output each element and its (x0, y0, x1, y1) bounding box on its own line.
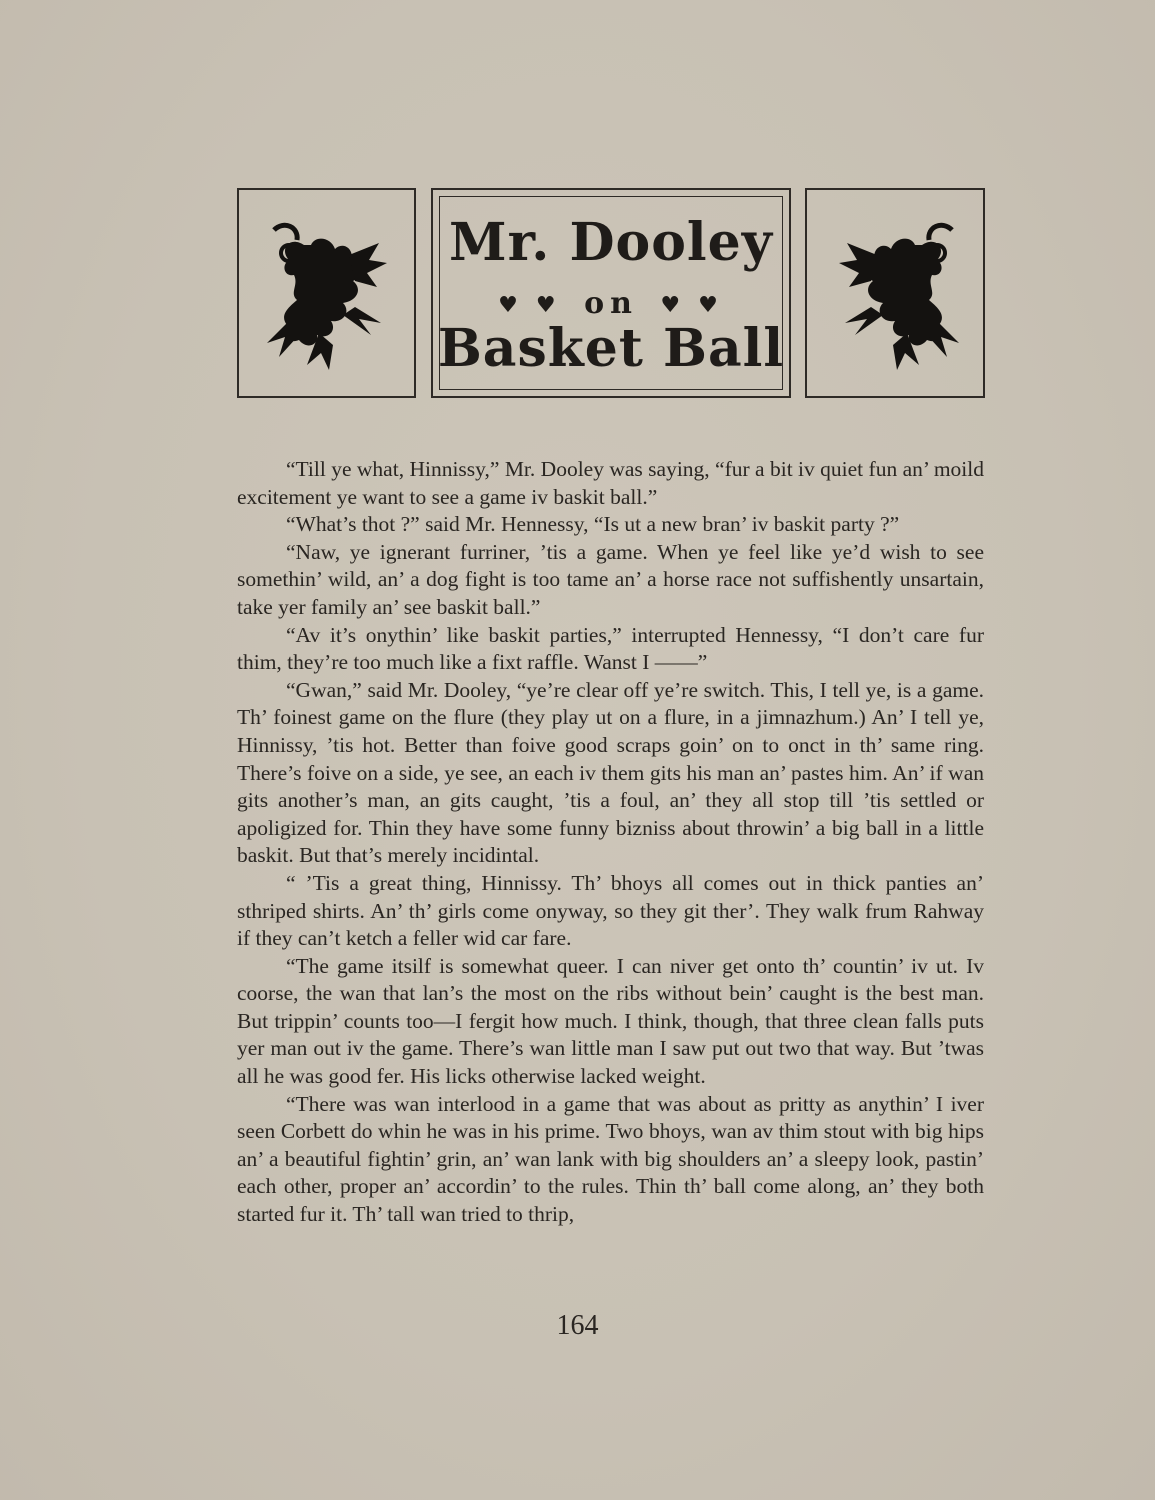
paragraph: “The game itsilf is somewhat queer. I can niver get onto th’ countin’ iv ut. Iv coorse, the wan that lan’s the most on the ribs without bein’ caught is the best man. But trippin’ counts too—I fergit how much. I think, though, that three clean falls puts yer man out iv the game. There’s wan little man I saw put out two that way. But ’twas all he was good fer. His licks otherwise lacked weight. (237, 953, 984, 1089)
title-line-2 (433, 286, 789, 321)
heart-ornament-icon: ♥ (535, 292, 562, 318)
paragraph: “Gwan,” said Mr. Dooley, “ye’re clear off ye’re switch. This, I tell ye, is a game. Th’ foinest game on the flure (they play ut on a flure, in a jimnazhum.) An’ I tell ye, Hinnissy, ’tis hot. Better than foive good scraps goin’ on to onct in th’ same ring. There’s foive on a side, ye see, an each iv them gits his man an’ pastes him. An’ if wan gits another’s man, an gits caught, ’tis a foul, an’ they all stop till ’tis settled or apoligized for. Thin they have some funny bizniss about throwin’ a big ball in a little baskit. But that’s merely incidintal. (237, 677, 984, 868)
paragraph: “There was wan interlood in a game that was about as pritty as anythin’ I iver seen Corbett do whin he was in his prime. Two bhoys, wan av thim stout with big hips an’ a beautiful fightin’ grin, an’ wan lank with big shoulders an’ a sleepy look, pastin’ each other, proper an’ accordin’ to the rules. Thin th’ ball come along, an’ they both started fur it. Th’ tall wan tried to thrip, (237, 1091, 984, 1227)
paragraph: “ ’Tis a great thing, Hinnissy. Th’ bhoys all comes out in thick panties an’ sthriped shirts. An’ th’ girls come onyway, so they git ther’. They walk frum Rahway if they can’t ketch a feller wid car fare. (237, 870, 984, 951)
griffin-icon (827, 215, 967, 375)
page-number: 164 (556, 1310, 599, 1341)
left-emblem-box (237, 188, 416, 398)
title-box (431, 188, 791, 398)
title-connector: on (584, 286, 638, 321)
paragraph: “Till ye what, Hinnissy,” Mr. Dooley was saying, “fur a bit iv quiet fun an’ moild excitement ye want to see a game iv baskit ball.” (237, 457, 984, 509)
title-header (237, 188, 985, 404)
right-emblem-box (805, 188, 985, 398)
body-text (237, 456, 984, 1229)
heart-ornament-icon: ♥ (498, 292, 524, 318)
paragraph: “Naw, ye ignerant furriner, ’tis a game. When ye feel like ye’d wish to see somethin’ wild, an’ a dog fight is too tame an’ a horse race not suffishently unsartain, take yer family an’ see baskit ball.” (237, 539, 984, 619)
heart-ornament-icon: ♥ (698, 292, 724, 318)
heart-ornament-icon: ♥ (660, 292, 687, 318)
paragraph: “What’s thot ?” said Mr. Hennessy, “Is ut a new bran’ iv baskit party ?” (286, 512, 900, 537)
paragraph: “Av it’s onythin’ like baskit parties,” interrupted Hennessy, “I don’t care fur thim, they’re too much like a fixt raffle. Wanst I ——” (237, 622, 984, 675)
griffin-icon (259, 215, 399, 375)
title-line-3: Basket Ball (437, 318, 785, 379)
title-line-1: Mr. Dooley (449, 212, 773, 273)
